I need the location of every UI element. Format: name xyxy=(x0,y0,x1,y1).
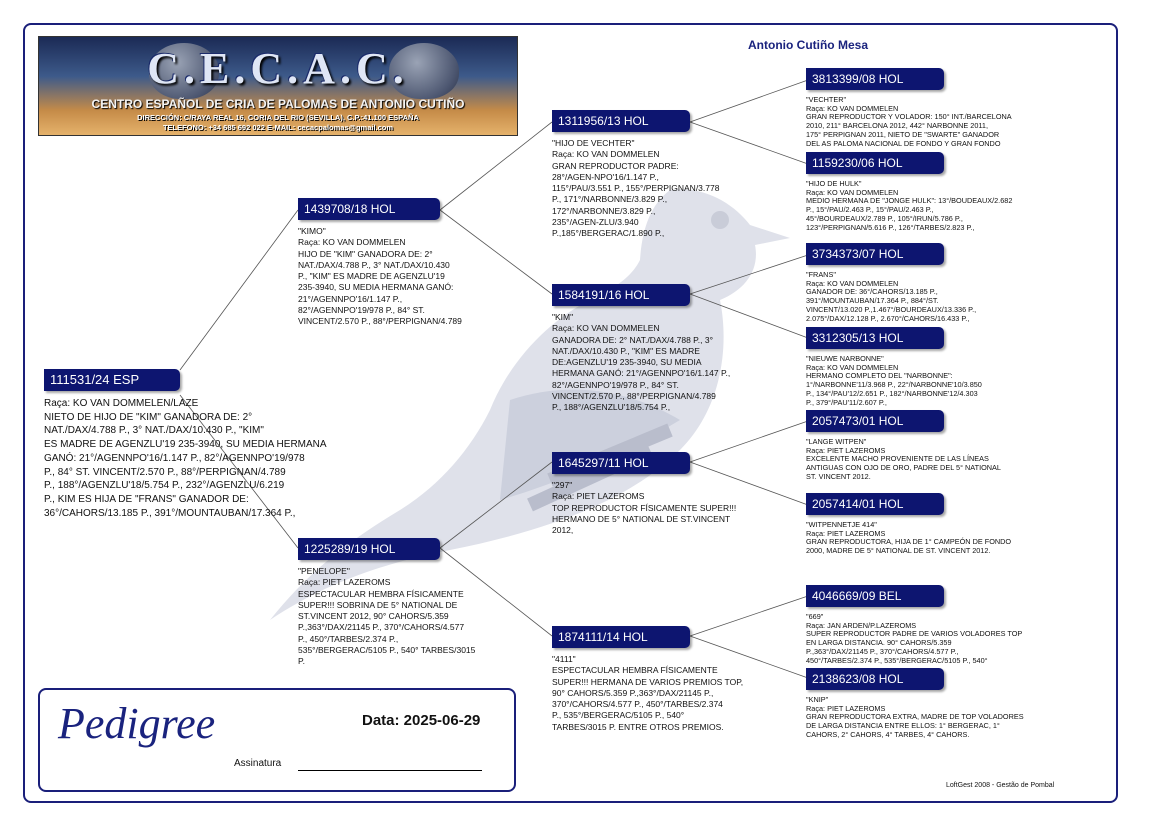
pedigree-footer-box xyxy=(38,688,516,792)
great-grandparent-info: "LANGE WITPEN" Raça: PIET LAZEROMS EXCELENTE MACHO PROVENIENTE DE LAS LÍNEAS ANTIGUAS CON OJO DE ORO, PADRE DEL 5° NATIONAL ST. VINCENT 2012. xyxy=(806,437,1001,481)
father-info: "KIMO" Raça: KO VAN DOMMELEN HIJO DE "KIM" GANADORA DE: 2° NAT./DAX/4.788 P., 3° NAT./DAX/10.430 P., "KIM" ES MADRE DE AGENZLU'19 235-3940, SU MEDIA HERMANA GANÓ: 21°/AGENNPO'16/1.147 P., 82°/AGENNPO'19/978 P., 84° ST. VINCENT/2.570 P., 88°/PERPIGNAN/4.789 xyxy=(298,226,462,327)
club-address: DIRECCIÓN: C/RAYA REAL 16, CORIA DEL RIO (SEVILLA), C.P.:41.100 ESPAÑA xyxy=(137,113,419,122)
great-grandparent-ring-badge[interactable]: 2057414/01 HOL xyxy=(806,493,944,515)
subject-info: Raça: KO VAN DOMMELEN/LAZE NIETO DE HIJO DE "KIM" GANADORA DE: 2° NAT./DAX/4.788 P., 3° NAT./DAX/10.430 P., "KIM" ES MADRE DE AGENZLU'19 235-3940, SU MEDIA HERMANA GANÓ: 21°/AGENNPO'16/1.147 P., 82°/AGENNPO'19/978 P., 84° ST. VINCENT/2.570 P., 88°/PERPIGNAN/4.789 P., 188°/AGENZLU'18/5.754 P., 232°/AGENZLU/6.219 P., KIM ES HIJA DE "FRANS" GANADOR DE: 36°/CAHORS/13.185 P., 391°/MOUNTAUBAN/17.364 P., xyxy=(44,398,327,519)
grandparent-info: "HIJO DE VECHTER" Raça: KO VAN DOMMELEN GRAN REPRODUCTOR PADRE: 28°/AGEN-NPO'16/1.147 P., 115°/PAU/3.551 P., 155°/PERPIGNAN/3.778 P., 171°/NARBONNE/3.829 P., 172°/NARBONNE/3.829 P., 235°/AGEN-ZLU/3.940 P.,185°/BERGERAC/1.890 P., xyxy=(552,138,720,239)
grandparent-ring-badge[interactable]: 1645297/11 HOL xyxy=(552,452,690,474)
signature-line[interactable] xyxy=(298,770,482,771)
pedigree-logo: Pedigree xyxy=(58,699,216,748)
great-grandparent-info: "NIEUWE NARBONNE" Raça: KO VAN DOMMELEN HERMANO COMPLETO DEL "NARBONNE": 1°/NARBONNE'11/3.968 P., 22°/NARBONNE'10/3.850 P., 134°/PAU'12/2.651 P., 182°/NARBONNE'12/4.303 P., 379°/PAU'11/2.607 P., xyxy=(806,354,982,407)
document-date: Data: 2025-06-29 xyxy=(362,712,481,729)
great-grandparent-ring-badge[interactable]: 4046669/09 BEL xyxy=(806,585,944,607)
great-grandparent-ring-badge[interactable]: 3312305/13 HOL xyxy=(806,327,944,349)
great-grandparent-info: "HIJO DE HULK" Raça: KO VAN DOMMELEN MEDIO HERMANA DE "JONGE HULK": 13°/BOUDEAUX/2.682 P., 15°/PAU/2.463 P., 15°/PAU/2.463 P., 45°/BOURDEAUX/2.789 P., 105°/IRUN/5.786 P., 123°/PERPIGNAN/5.616 P., 126°/TARBES/2.823 P., xyxy=(806,179,1013,232)
grandparent-info: "4111" ESPECTACULAR HEMBRA FÍSICAMENTE SUPER!!! HERMANA DE VARIOS PREMIOS TOP, 90° CAHORS/5.359 P.,363°/DAX/21145 P., 370°/CAHORS/4.577 P., 450°/TARBES/2.374 P., 535°/BERGERAC/5105 P., 540° TARBES/3015 P. ENTRE OTROS PREMIOS. xyxy=(552,654,744,732)
grandparent-ring-badge[interactable]: 1874111/14 HOL xyxy=(552,626,690,648)
grandparent-ring-badge[interactable]: 1584191/16 HOL xyxy=(552,284,690,306)
great-grandparent-info: "VECHTER" Raça: KO VAN DOMMELEN GRAN REPRODUCTOR Y VOLADOR: 150° INT./BARCELONA 2010, 211° BARCELONA 2012, 442° NARBONNE 2011, 175° PERPIGNAN 2011, NIETO DE "SWARTE" GANADOR DEL AS PALOMA NACIONAL DE FONDO Y GRAN FONDO xyxy=(806,95,1012,148)
grandparent-ring-badge[interactable]: 1311956/13 HOL xyxy=(552,110,690,132)
great-grandparent-ring-badge[interactable]: 1159230/06 HOL xyxy=(806,152,944,174)
great-grandparent-ring-badge[interactable]: 2057473/01 HOL xyxy=(806,410,944,432)
father-ring-badge[interactable]: 1439708/18 HOL xyxy=(298,198,440,220)
signature-label: Assinatura xyxy=(234,758,282,769)
mother-info: "PENELOPE" Raça: PIET LAZEROMS ESPECTACULAR HEMBRA FÍSICAMENTE SUPER!!! SOBRINA DE 5° NATIONAL DE ST.VINCENT 2012, 90° CAHORS/5.359 P.,363°/DAX/21145 P., 370°/CAHORS/4.577 P., 450°/TARBES/2.374 P., 535°/BERGERAC/5105 P., 540° TARBES/3015 P. xyxy=(298,566,476,667)
great-grandparent-info: "WITPENNETJE 414" Raça: PIET LAZEROMS GRAN REPRODUCTORA, HIJA DE 1° CAMPEÓN DE FONDO 2000, MADRE DE 5° NATIONAL DE ST. VINCENT 2012. xyxy=(806,520,1012,556)
great-grandparent-info: "669" Raça: JAN ARDEN/P.LAZEROMS SUPER REPRODUCTOR PADRE DE VARIOS VOLADORES TOP EN LARGA DISTANCIA. 90° CAHORS/5.359 P.,363°/DAX/21145 P., 370°/CAHORS/4.577 P., 450°/TARBES/2.374 P., 535°/BERGERAC/5105 P., 540° xyxy=(806,612,1023,665)
great-grandparent-info: "FRANS" Raça: KO VAN DOMMELEN GANADOR DE: 36°/CAHORS/13.185 P., 391°/MOUNTAUBAN/17.364 P., 884°/ST. VINCENT/13.020 P.,1.467°/BOURDEAUX/13.336 P., 2.075°/DAX/12.128 P., 2.670°/CAHORS/16.433 P., xyxy=(806,270,977,323)
subject-ring-badge[interactable]: 111531/24 ESP xyxy=(44,369,180,391)
great-grandparent-info: "KNIP" Raça: PIET LAZEROMS GRAN REPRODUCTORA EXTRA, MADRE DE TOP VOLADORES DE LARGA DISTANCIA ENTRE ELLOS: 1° BERGERAC, 1° CAHORS, 2° CAHORS, 4° TARBES, 4° CAHORS. xyxy=(806,695,1024,739)
great-grandparent-ring-badge[interactable]: 3813399/08 HOL xyxy=(806,68,944,90)
great-grandparent-ring-badge[interactable]: 3734373/07 HOL xyxy=(806,243,944,265)
software-credit: LoftGest 2008 - Gestão de Pombal xyxy=(946,782,1055,789)
grandparent-info: "KIM" Raça: KO VAN DOMMELEN GANADORA DE: 2° NAT./DAX/4.788 P., 3° NAT./DAX/10.430 P., "KIM" ES MADRE DE:AGENZLU'19 235-3940, SU MEDIA HERMANA GANÓ: 21°/AGENNPO'16/1.147 P., 82°/AGENNPO'19/978 P., 84° ST. VINCENT/2.570 P., 88°/PERPIGNAN/4.789 P., 188°/AGENZLU'18/5.754 P., xyxy=(552,312,731,413)
club-subtitle: CENTRO ESPAÑOL DE CRIA DE PALOMAS DE ANTONIO CUTIÑO xyxy=(91,97,465,111)
club-contact: TELEFONO: +34 685 692 022 E-MAIL: cecacpalomas@gmail.com xyxy=(162,123,394,132)
mother-ring-badge[interactable]: 1225289/19 HOL xyxy=(298,538,440,560)
club-brand: C.E.C.A.C. xyxy=(147,44,409,93)
owner-name: Antonio Cutiño Mesa xyxy=(748,38,868,52)
great-grandparent-ring-badge[interactable]: 2138623/08 HOL xyxy=(806,668,944,690)
grandparent-info: "297" Raça: PIET LAZEROMS TOP REPRODUCTOR FÍSICAMENTE SUPER!!! HERMANO DE 5° NATIONAL DE ST.VINCENT 2012, xyxy=(552,480,737,536)
